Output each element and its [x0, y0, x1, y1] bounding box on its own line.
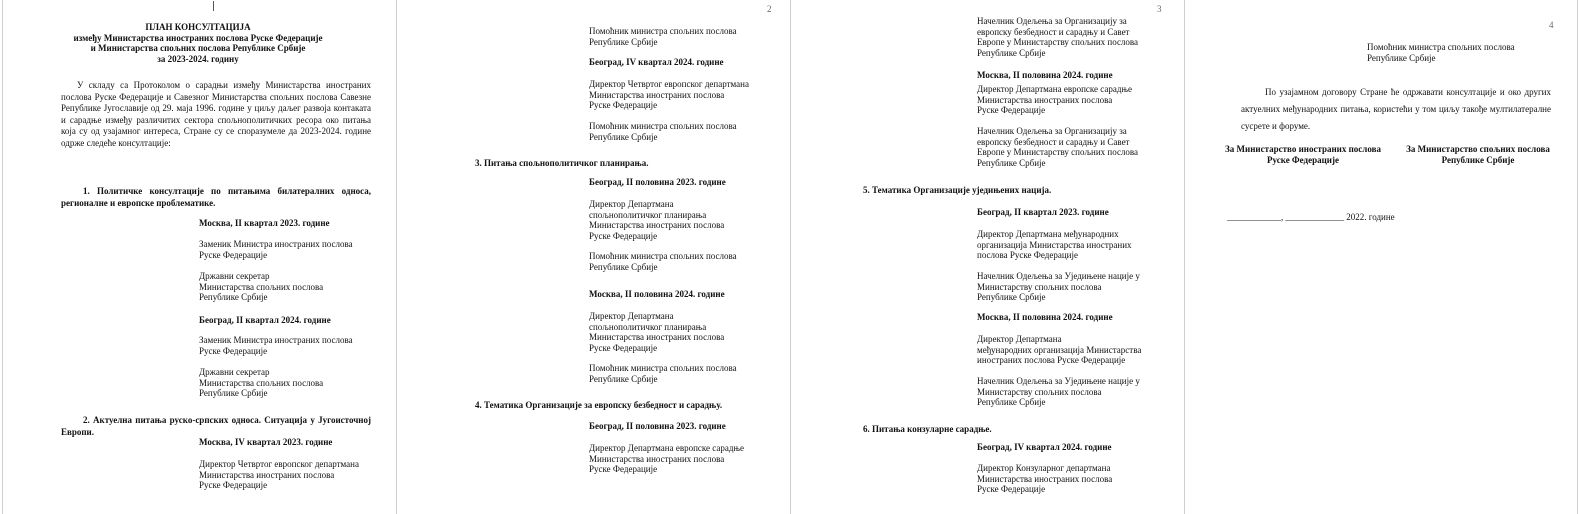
participant-block: Директор Конзуларног департмана Министарства иностраних послова Руске Федерације	[977, 463, 1113, 494]
meeting-heading: Београд, IV квартал 2024. године	[977, 442, 1112, 452]
closing-paragraph: По узајамном договору Стране ће одржавати консултације и око других актуелних међународних питања, користећи у том циљу такође мултилатералне сусрете и форуме.	[1241, 87, 1551, 131]
meeting-heading: Москва, II половина 2024. године	[589, 289, 725, 299]
plan-title: ПЛАН КОНСУЛТАЦИЈА између Министарства иностраних послова Руске Федерације и Министарства спољних послова Републике Србије за 2023-2024. годину	[73, 22, 323, 64]
section-1-heading: 1. Политичке консултације по питањима билатералних односа, регионалне и европске проблематике.	[61, 186, 371, 208]
participant-block: Директор Четвртог европског департмана Министарства иностраних послова Руске Федерације	[589, 79, 749, 110]
participant-block: Директор Департмана међународних организација Министарства иностраних послова Руске Федерације	[977, 334, 1142, 365]
participant-block: Директор Департмана европске сарадње Министарства иностраних послова Руске Федерације	[977, 84, 1132, 115]
intro-paragraph: У складу са Протоколом о сарадњи између Министарства иностраних послова Руске Федерације и Савезног Министарства спољних послова Савезне Републике Југославије од 29. маја 1996. године у циљу даљег развоја контаката и сарадње између различитих сектора спољнополитичких ресора око питања која су од узајамног интереса, Стране су се споразумеле да 2023-2024. године одрже следеће консултације:	[61, 80, 371, 148]
meeting-heading: Београд, II половина 2023. године	[589, 177, 726, 187]
participant-block: Директор Четвртог европског департмана Министарства иностраних послова Руске Федерације	[199, 459, 359, 490]
page-number: 3	[1157, 4, 1162, 14]
participant-block: Начелник Одељења за Уједињене нације у Министарству спољних послова Републике Србије	[977, 271, 1140, 302]
participant-block: Директор Департмана међународних организација Министарства иностраних послова Руске Федерације	[977, 229, 1132, 260]
participant-block: Директор Департмана спољнополитичког планирања Министарства иностраних послова Руске Федерације	[589, 199, 725, 241]
page-number: 2	[767, 4, 772, 14]
document-page-1	[2, 0, 397, 514]
meeting-heading: Москва, IV квартал 2023. године	[199, 437, 333, 447]
text-cursor	[213, 1, 214, 11]
signature-serbia: За Министарство спољних послова Републике Србије	[1406, 144, 1550, 165]
meeting-heading: Београд, II квартал 2023. године	[977, 207, 1109, 217]
participant-block: Помоћник министра спољних послова Републике Србије	[589, 363, 737, 384]
section-4-heading: 4. Тематика Организације за европску безбедност и сарадњу.	[475, 400, 723, 410]
participant-block: Заменик Министра иностраних послова Руске Федерације	[199, 335, 353, 356]
participant-block: Државни секретар Министарства спољних послова Републике Србије	[199, 367, 324, 398]
section-5-heading: 5. Тематика Организације уједињених нација.	[863, 185, 1052, 195]
participant-block: Државни секретар Министарства спољних послова Републике Србије	[199, 271, 324, 302]
meeting-heading: Москва, II половина 2024. године	[977, 312, 1113, 322]
participant-block: Директор Департмана европске сарадње Министарства иностраних послова Руске Федерације	[589, 443, 744, 474]
participant-block: Начелник Одељења за Организацију за европску безбедност и сарадњу и Савет Европе у Министарству спољних послова Републике Србије	[977, 16, 1139, 58]
date-line: ____________, _____________ 2022. године	[1227, 212, 1395, 222]
participant-block: Начелник Одељења за Уједињене нације у Министарству спољних послова Републике Србије	[977, 376, 1140, 407]
participant-block: Помоћник министра спољних послова Републике Србије	[589, 26, 737, 47]
meeting-heading: Москва, II половина 2024. године	[977, 70, 1113, 80]
document-page-3	[790, 0, 1185, 514]
participant-block: Помоћник министра спољних послова Републике Србије	[589, 121, 737, 142]
section-2-heading: 2. Актуелна питања руско-српских односа. Ситуација у Југоисточној Европи.	[61, 415, 371, 437]
meeting-heading: Москва, II квартал 2023. године	[199, 218, 330, 228]
participant-block: Помоћник министра спољних послова Републике Србије	[1367, 42, 1515, 63]
meeting-heading: Београд, II квартал 2024. године	[199, 315, 331, 325]
meeting-heading: Београд, II половина 2023. године	[589, 421, 726, 431]
meeting-heading: Београд, IV квартал 2024. године	[589, 57, 724, 67]
section-3-heading: 3. Питања спољнополитичког планирања.	[475, 158, 649, 168]
signature-russia: За Министарство иностраних послова Руске Федерације	[1225, 144, 1381, 165]
document-page-2	[396, 0, 791, 514]
section-6-heading: 6. Питања конзуларне сарадње.	[863, 424, 992, 434]
participant-block: Директор Департмана спољнополитичког планирања Министарства иностраних послова Руске Федерације	[589, 311, 725, 353]
participant-block: Помоћник министра спољних послова Републике Србије	[589, 251, 737, 272]
document-page-4	[1184, 0, 1578, 514]
page-number: 4	[1549, 20, 1554, 30]
participant-block: Заменик Министра иностраних послова Руске Федерације	[199, 239, 353, 260]
participant-block: Начелник Одељења за Организацију за европску безбедност и сарадњу и Савет Европе у Министарству спољних послова Републике Србије	[977, 126, 1139, 168]
